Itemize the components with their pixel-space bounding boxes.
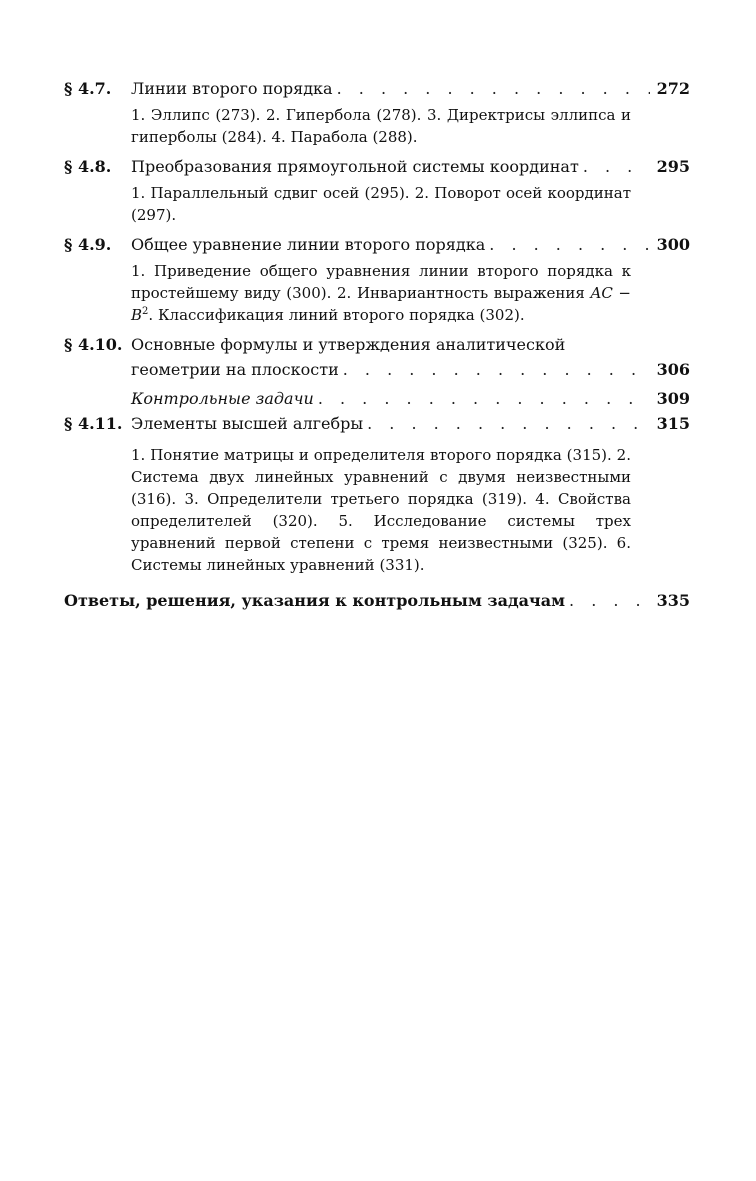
page-number: 300	[656, 235, 690, 254]
dot-leader	[583, 154, 650, 179]
table-of-contents	[64, 76, 690, 613]
toc-entry-4-7[interactable]	[64, 76, 690, 148]
formula: AC − B	[131, 284, 631, 324]
section-title-line-2: геометрии на плоскости	[131, 360, 339, 379]
section-title: Линии второго порядка	[131, 79, 333, 98]
page-number: 335	[656, 591, 690, 610]
section-subtopics: 1. Параллельный сдвиг осей (295). 2. Поворот осей координат (297).	[131, 184, 631, 224]
section-number: § 4.7.	[64, 79, 112, 98]
toc-entry-4-9[interactable]	[64, 232, 690, 326]
toc-entry-4-10[interactable]	[64, 332, 690, 382]
section-subtopics: 1. Понятие матрицы и определителя второго порядка (315). 2. Система двух линейных уравнений с двумя неизвестными (316). 3. Определители третьего порядка (319). 4. Свойства определителей (320). 5. Исследование системы трех уравнений первой степени с тремя неизвестными (325). 6. Системы линейных уравнений (331).	[131, 446, 631, 574]
section-number: § 4.11.	[64, 414, 123, 433]
dot-leader	[367, 411, 650, 436]
dot-leader	[337, 76, 650, 101]
toc-entry-control-tasks[interactable]	[64, 386, 690, 411]
section-title: Элементы высшей алгебры	[131, 414, 364, 433]
dot-leader	[343, 357, 650, 382]
dot-leader	[318, 386, 650, 411]
section-title: Общее уравнение линии второго порядка	[131, 235, 486, 254]
toc-entry-answers[interactable]	[64, 588, 690, 613]
answers-title: Ответы, решения, указания к контрольным задачам	[64, 591, 566, 610]
dot-leader	[489, 232, 650, 257]
section-title-line-1: Основные формулы и утверждения аналитической	[131, 335, 566, 354]
page-number: 306	[656, 360, 690, 379]
page-number: 295	[656, 157, 690, 176]
subtopics-text-b: . Классификация линий второго порядка (302).	[148, 306, 525, 324]
section-title: Преобразования прямоугольной системы координат	[131, 157, 579, 176]
subtopics-text-a: 1. Приведение общего уравнения линии второго порядка к простейшему виду (300). 2. Инвариантность выражения	[131, 262, 631, 302]
section-number: § 4.9.	[64, 235, 112, 254]
section-subtopics	[131, 260, 631, 326]
page-number: 309	[656, 389, 690, 408]
section-title: Контрольные задачи	[131, 389, 314, 408]
page-number: 315	[656, 414, 690, 433]
section-subtopics: 1. Эллипс (273). 2. Гипербола (278). 3. Директрисы эллипса и гиперболы (284). 4. Парабола (288).	[131, 106, 631, 146]
formula-exponent: 2	[142, 306, 149, 317]
section-number: § 4.10.	[64, 335, 123, 354]
page-number: 272	[656, 79, 690, 98]
section-number: § 4.8.	[64, 157, 112, 176]
dot-leader	[569, 588, 650, 613]
toc-entry-4-8[interactable]	[64, 154, 690, 226]
toc-entry-4-11[interactable]	[64, 411, 690, 576]
